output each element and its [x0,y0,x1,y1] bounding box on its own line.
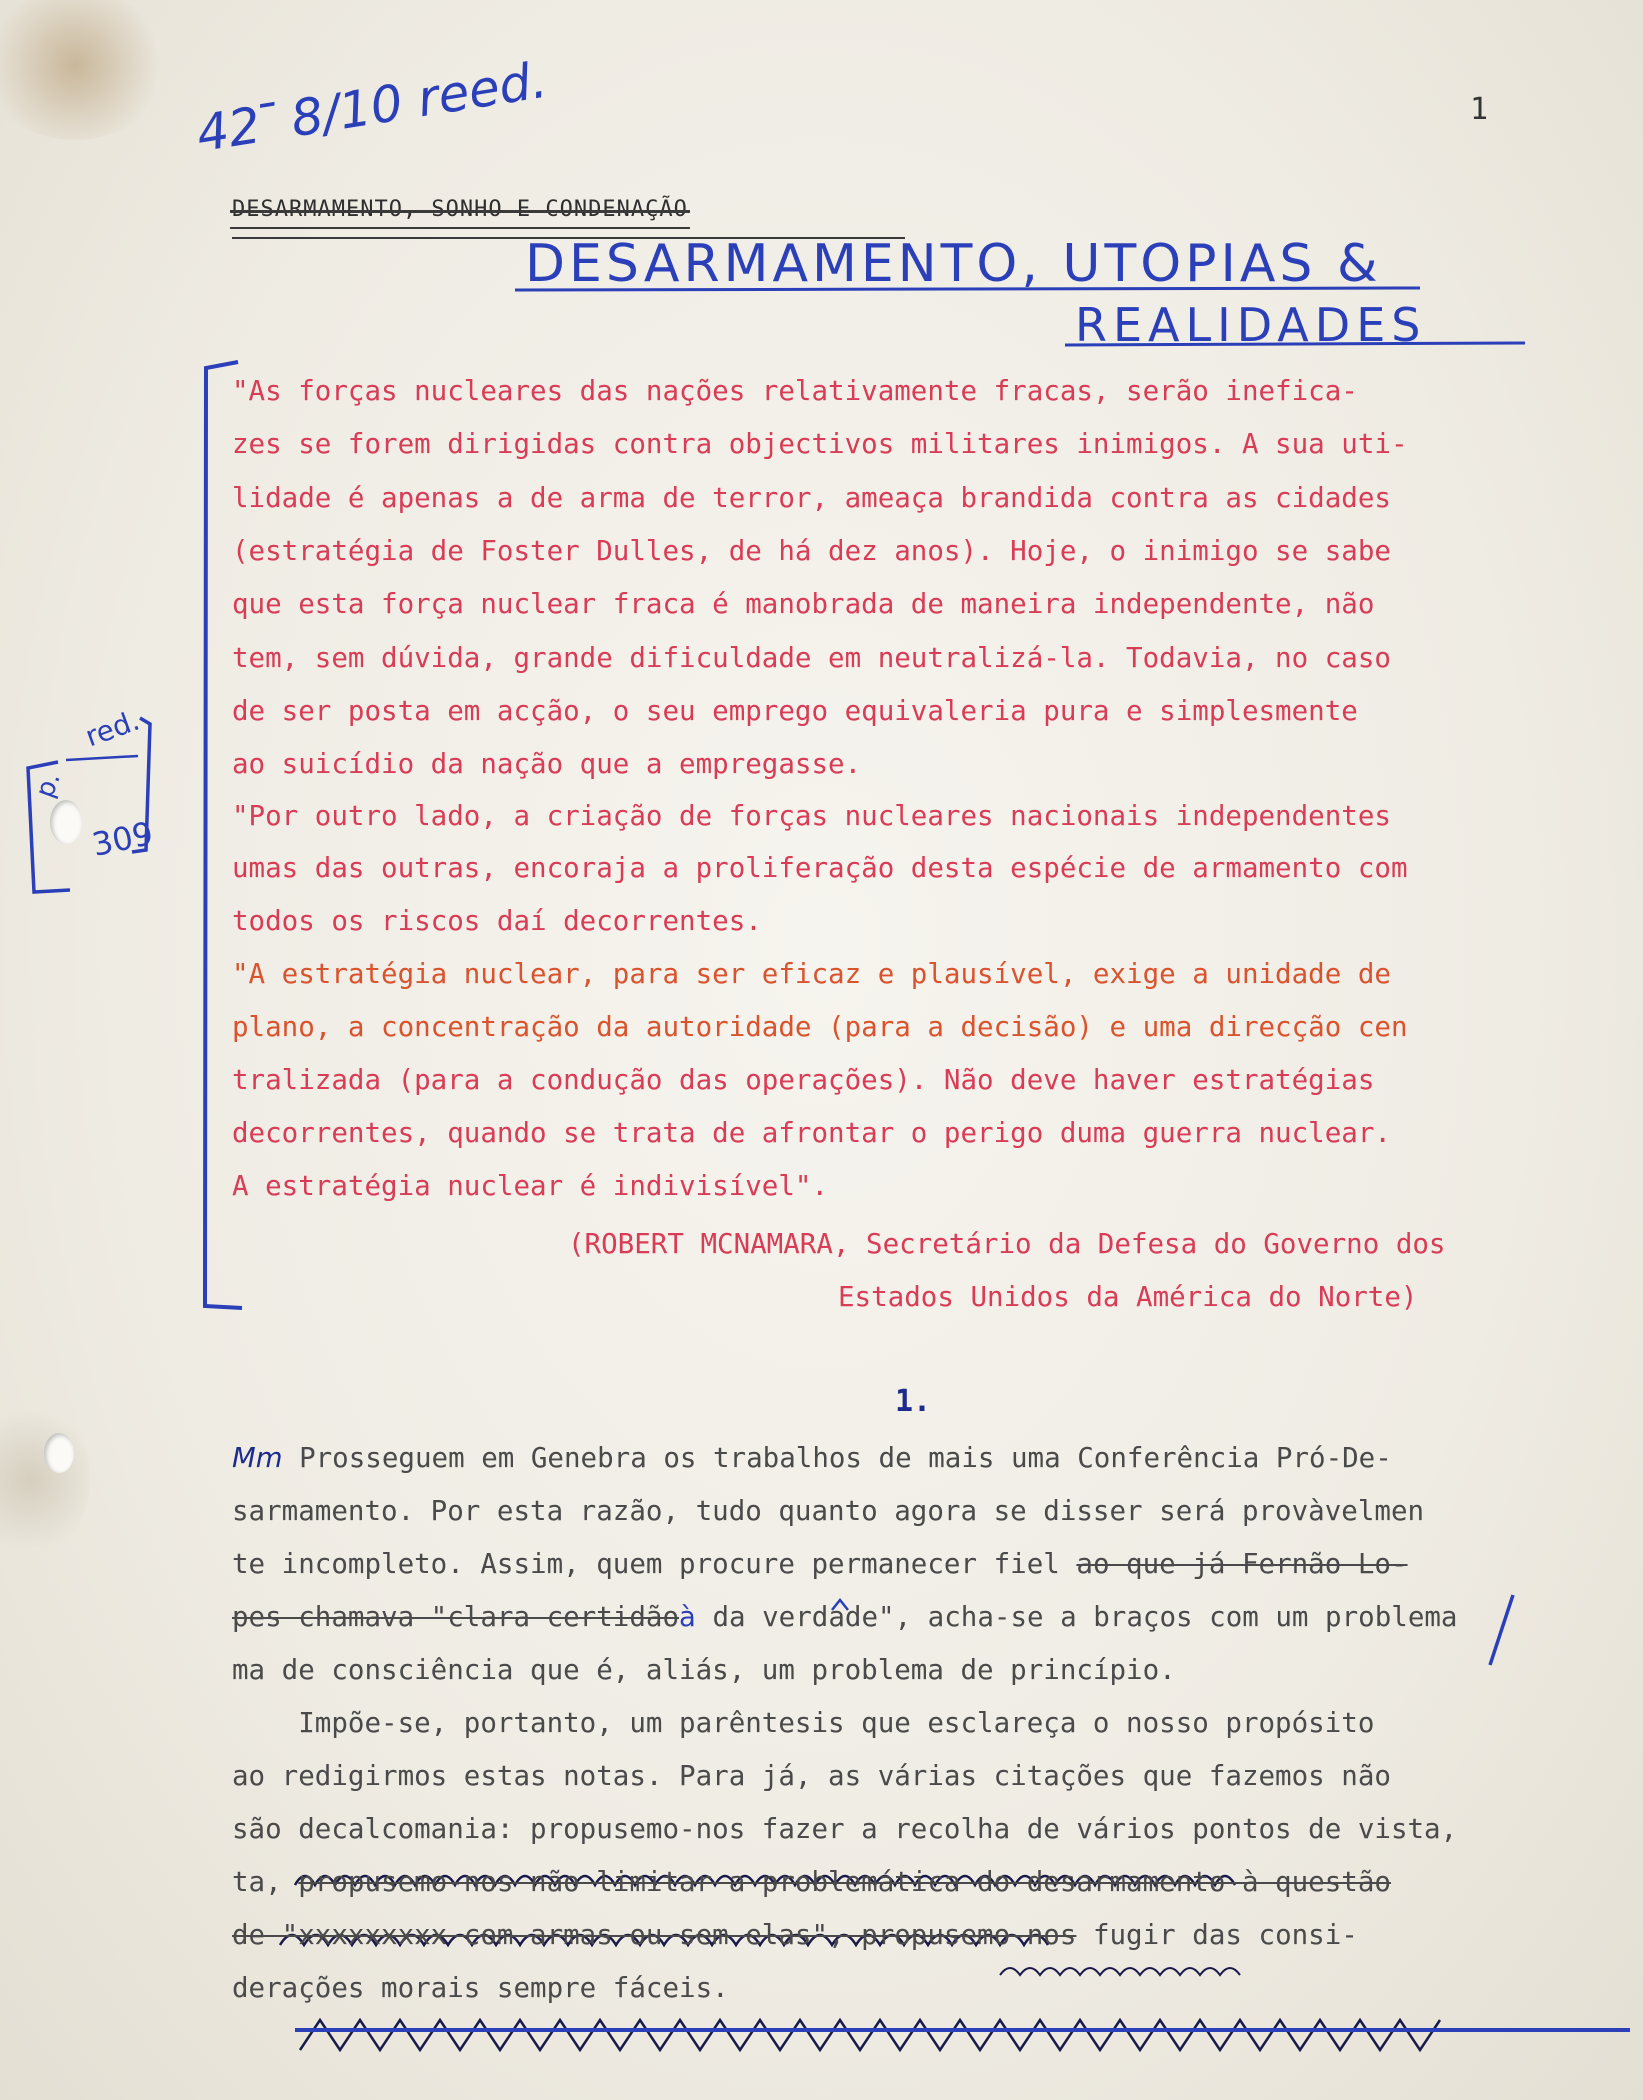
quote-line: "Por outro lado, a criação de forças nucleares nacionais independentes [232,800,1391,832]
body-text: da verdade", acha-se a braços com um problema [695,1601,1458,1633]
body-line: derações morais sempre fáceis. [232,1972,729,2004]
body-line: são decalcomania: propusemo-nos fazer a recolha de vários pontos de vista, [232,1813,1458,1845]
body-line: ma de consciência que é, aliás, um problema de princípio. [232,1654,1176,1686]
handwritten-title-line1: DESARMAMENTO, UTOPIAS & [525,234,1382,294]
body-line [232,1601,1458,1633]
quote-line: "A estratégia nuclear, para ser eficaz e plausível, exige a unidade de [232,958,1391,990]
body-text: fugir das consi- [1076,1919,1358,1951]
quote-line: umas das outras, encoraja a proliferação desta espécie de armamento com [232,852,1408,884]
body-line [232,1866,1391,1898]
body-line: sarmamento. Por esta razão, tudo quanto agora se disser será provàvelmen [232,1495,1425,1527]
quote-line: de ser posta em acção, o seu emprego equivaleria pura e simplesmente [232,695,1358,727]
quote-attribution-line2: Estados Unidos da América do Norte) [838,1281,1418,1313]
handwritten-title-line2: REALIDADES [1075,298,1427,352]
struck-text: propusemo-nos não limitar a problemática do desarmamento à questão [298,1866,1391,1898]
margin-note-p: p. [30,768,67,802]
quote-line: todos os riscos daí decorrentes. [232,905,762,937]
quote-attribution-line1: (ROBERT MCNAMARA, Secretário da Defesa do Governo dos [568,1228,1446,1260]
page-number: 1 [1470,92,1489,127]
body-text: ta, [232,1866,299,1898]
inserted-word: à [679,1601,696,1633]
body-line [232,1919,1358,1951]
quote-line: A estratégia nuclear é indivisível". [232,1170,829,1202]
struck-text: ao que já Fernão Lo- [1076,1548,1408,1580]
body-line: Impõe-se, portanto, um parêntesis que esclareça o nosso propósito [232,1707,1375,1739]
body-line [232,1548,1408,1580]
body-text: Prosseguem em Genebra os trabalhos de mais uma Conferência Pró-De- [282,1442,1392,1474]
struck-text: de "xxxxxxxxx com armas ou sem elas", propusemo-nos [232,1919,1077,1951]
quote-line: tralizada (para a condução das operações). Não deve haver estratégias [232,1064,1375,1096]
quote-line: ao suicídio da nação que a empregasse. [232,748,862,780]
margin-note-number: 309 [88,814,157,864]
quote-line: zes se forem dirigidas contra objectivos militares inimigos. A sua uti- [232,428,1408,460]
quote-line: tem, sem dúvida, grande dificuldade em neutralizá-la. Todavia, no caso [232,642,1391,674]
quote-line: decorrentes, quando se trata de afrontar o perigo duma guerra nuclear. [232,1117,1391,1149]
handwritten-mark: Mm [232,1442,283,1474]
section-number: 1. [895,1384,932,1419]
quote-line: lidade é apenas a de arma de terror, ameaça brandida contra as cidades [232,482,1391,514]
body-line [232,1442,1392,1474]
quote-line: (estratégia de Foster Dulles, de há dez anos). Hoje, o inimigo se sabe [232,535,1391,567]
quote-line: plano, a concentração da autoridade (para a decisão) e uma direcção cen [232,1011,1408,1043]
body-line: ao redigirmos estas notas. Para já, as várias citações que fazemos não [232,1760,1391,1792]
margin-note-red: red. [81,703,144,754]
quote-line: "As forças nucleares das nações relativamente fracas, serão inefica- [232,375,1358,407]
struck-title: DESARMAMENTO, SONHO E CONDENAÇÃO [232,197,688,222]
handwritten-top-note: 42 ̄ 8/10 reed. [192,50,551,164]
quote-line: que esta força nuclear fraca é manobrada de maneira independente, não [232,588,1375,620]
struck-text: pes chamava "clara certidão [232,1601,680,1633]
body-text: te incompleto. Assim, quem procure permanecer fiel [232,1548,1077,1580]
